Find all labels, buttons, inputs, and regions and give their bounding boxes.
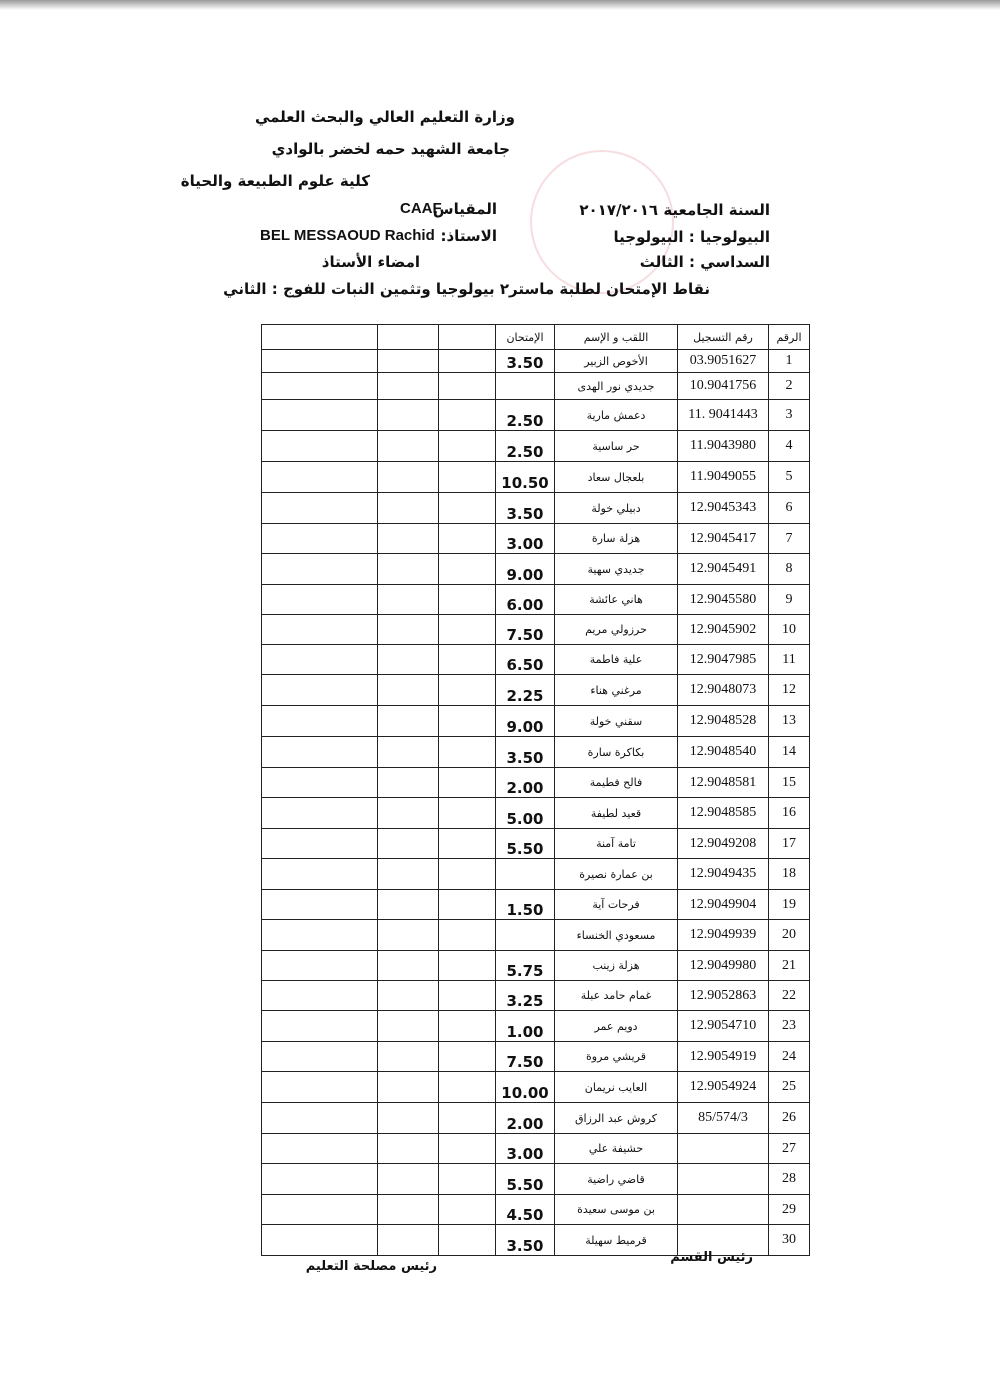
row-number: 13 (769, 706, 810, 737)
grade-rows (262, 350, 810, 1256)
empty-cell (262, 645, 378, 675)
exam-grade: 2.50 (496, 431, 555, 462)
table-header-row (262, 325, 810, 350)
row-number: 8 (769, 554, 810, 585)
empty-cell (439, 981, 496, 1011)
registration-number: 12.9049939 (678, 920, 769, 951)
table-row (262, 1042, 810, 1072)
head-of-department-label: رئيس القسم (670, 1250, 753, 1265)
row-number: 28 (769, 1164, 810, 1195)
empty-cell (378, 350, 439, 373)
student-name: مسعودي الخنساء (555, 920, 678, 951)
exam-grade: 2.50 (496, 400, 555, 431)
empty-cell (378, 615, 439, 645)
faculty-line: كلية علوم الطبيعة والحياة (180, 172, 370, 190)
row-number: 20 (769, 920, 810, 951)
student-name: حر ساسية (555, 431, 678, 462)
empty-cell (378, 706, 439, 737)
registration-number: 03.9051627 (678, 350, 769, 373)
exam-grade: 2.25 (496, 675, 555, 706)
student-name: مرغني هناء (555, 675, 678, 706)
table-row (262, 706, 810, 737)
registration-number: 12.9047985 (678, 645, 769, 675)
head-of-teaching-label: رئيس مصلحة التعليم (305, 1259, 437, 1274)
row-number: 5 (769, 462, 810, 493)
empty-cell (262, 768, 378, 798)
exam-grade: 3.00 (496, 524, 555, 554)
row-number: 1 (769, 350, 810, 373)
table-row (262, 350, 810, 373)
row-number: 14 (769, 737, 810, 768)
table-row (262, 493, 810, 524)
registration-number: 10.9041756 (678, 373, 769, 400)
table-row (262, 524, 810, 554)
row-number: 12 (769, 675, 810, 706)
empty-cell (262, 373, 378, 400)
empty-cell (378, 829, 439, 859)
empty-cell (439, 493, 496, 524)
student-name: غمام حامد عبلة (555, 981, 678, 1011)
table-row (262, 981, 810, 1011)
registration-number: 12.9049208 (678, 829, 769, 859)
exam-grade: 7.50 (496, 615, 555, 645)
empty-cell (439, 951, 496, 981)
empty-cell (378, 431, 439, 462)
empty-cell (378, 554, 439, 585)
col-name-header: اللقب و الإسم (555, 325, 678, 350)
registration-number: 12.9054924 (678, 1072, 769, 1103)
faint-stamp (530, 150, 674, 294)
exam-grade: 7.50 (496, 1042, 555, 1072)
row-number: 2 (769, 373, 810, 400)
registration-number: 11. 9041443 (678, 400, 769, 431)
student-name: فالح فطيمة (555, 768, 678, 798)
university-line: جامعة الشهيد حمه لخضر بالوادي (271, 140, 510, 158)
col-exam-header: الإمتحان (496, 325, 555, 350)
registration-number: 12.9049980 (678, 951, 769, 981)
empty-cell (262, 920, 378, 951)
table-row (262, 1011, 810, 1042)
ministry-line: وزارة التعليم العالي والبحث العلمي (254, 108, 515, 126)
empty-cell (262, 400, 378, 431)
table-row (262, 737, 810, 768)
table-row (262, 890, 810, 920)
empty-cell (262, 431, 378, 462)
module-value: CAAF (400, 200, 442, 217)
empty-cell (439, 829, 496, 859)
registration-number: 12.9045902 (678, 615, 769, 645)
exam-grade: 4.50 (496, 1195, 555, 1225)
exam-grade: 10.50 (496, 462, 555, 493)
table-row (262, 829, 810, 859)
exam-grade: 3.50 (496, 350, 555, 373)
empty-cell (378, 890, 439, 920)
col-number-header: الرقم (769, 325, 810, 350)
empty-cell (378, 675, 439, 706)
empty-cell (262, 737, 378, 768)
table-row (262, 920, 810, 951)
row-number: 6 (769, 493, 810, 524)
empty-cell (262, 1195, 378, 1225)
empty-cell (262, 1164, 378, 1195)
empty-cell (262, 615, 378, 645)
registration-number (678, 1164, 769, 1195)
exam-grade: 3.25 (496, 981, 555, 1011)
empty-cell (262, 462, 378, 493)
registration-number: 12.9045343 (678, 493, 769, 524)
student-name: سقني خولة (555, 706, 678, 737)
row-number: 16 (769, 798, 810, 829)
col-empty-header (262, 325, 378, 350)
row-number: 4 (769, 431, 810, 462)
empty-cell (439, 798, 496, 829)
registration-number: 12.9048073 (678, 675, 769, 706)
empty-cell (439, 1225, 496, 1256)
empty-cell (378, 1134, 439, 1164)
exam-grade: 3.50 (496, 493, 555, 524)
row-number: 24 (769, 1042, 810, 1072)
row-number: 15 (769, 768, 810, 798)
empty-cell (439, 859, 496, 890)
empty-cell (262, 350, 378, 373)
row-number: 18 (769, 859, 810, 890)
exam-grade: 5.75 (496, 951, 555, 981)
empty-cell (439, 373, 496, 400)
registration-number: 85/574/3 (678, 1103, 769, 1134)
empty-cell (439, 431, 496, 462)
row-number: 27 (769, 1134, 810, 1164)
row-number: 7 (769, 524, 810, 554)
table-row (262, 1072, 810, 1103)
table-row (262, 645, 810, 675)
student-name: دبيلي خولة (555, 493, 678, 524)
empty-cell (378, 1225, 439, 1256)
col-empty-header (378, 325, 439, 350)
registration-number: 11.9043980 (678, 431, 769, 462)
registration-number: 12.9048528 (678, 706, 769, 737)
registration-number: 12.9054919 (678, 1042, 769, 1072)
registration-number: 12.9045580 (678, 585, 769, 615)
empty-cell (262, 706, 378, 737)
registration-number: 12.9048585 (678, 798, 769, 829)
signature-label: امضاء الأستاذ (321, 253, 420, 271)
empty-cell (262, 1072, 378, 1103)
table-row (262, 768, 810, 798)
exam-grade: 3.50 (496, 1225, 555, 1256)
row-number: 10 (769, 615, 810, 645)
empty-cell (439, 920, 496, 951)
row-number: 23 (769, 1011, 810, 1042)
empty-cell (378, 1011, 439, 1042)
empty-cell (378, 920, 439, 951)
student-name: جديدي نور الهدى (555, 373, 678, 400)
student-name: تامة آمنة (555, 829, 678, 859)
row-number: 30 (769, 1225, 810, 1256)
exam-grade: 6.50 (496, 645, 555, 675)
table-row (262, 1134, 810, 1164)
empty-cell (439, 706, 496, 737)
empty-cell (378, 737, 439, 768)
table-row (262, 1103, 810, 1134)
table-row (262, 798, 810, 829)
table-row (262, 859, 810, 890)
student-name: قاضي راضية (555, 1164, 678, 1195)
empty-cell (439, 675, 496, 706)
semester-line: السداسي : الثالث (639, 253, 770, 271)
empty-cell (262, 585, 378, 615)
student-name: قرميط سهيلة (555, 1225, 678, 1256)
module-label: المقياس (432, 200, 497, 218)
registration-number: 12.9045491 (678, 554, 769, 585)
student-name: بكاكرة سارة (555, 737, 678, 768)
empty-cell (378, 1042, 439, 1072)
row-number: 3 (769, 400, 810, 431)
exam-grade: 2.00 (496, 1103, 555, 1134)
student-name: دعمش مارية (555, 400, 678, 431)
empty-cell (439, 554, 496, 585)
empty-cell (378, 859, 439, 890)
row-number: 17 (769, 829, 810, 859)
exam-grade: 10.00 (496, 1072, 555, 1103)
empty-cell (378, 1072, 439, 1103)
empty-cell (439, 645, 496, 675)
empty-cell (262, 1225, 378, 1256)
empty-cell (439, 585, 496, 615)
empty-cell (262, 554, 378, 585)
table-row (262, 615, 810, 645)
table-row (262, 1195, 810, 1225)
student-name: حشيفة علي (555, 1134, 678, 1164)
col-empty-header (439, 325, 496, 350)
department-line: البيولوجيا : البيولوجيا (613, 228, 770, 246)
table-row (262, 400, 810, 431)
exam-grade (496, 373, 555, 400)
table-row (262, 431, 810, 462)
exam-grade (496, 920, 555, 951)
row-number: 22 (769, 981, 810, 1011)
student-name: بن عمارة نصيرة (555, 859, 678, 890)
registration-number: 12.9048581 (678, 768, 769, 798)
student-name: قريشي مروة (555, 1042, 678, 1072)
empty-cell (439, 1195, 496, 1225)
empty-cell (378, 1103, 439, 1134)
exam-grade: 5.50 (496, 829, 555, 859)
student-name: العايب نريمان (555, 1072, 678, 1103)
academic-year: السنة الجامعية ٢٠١٧/٢٠١٦ (579, 201, 770, 219)
empty-cell (378, 645, 439, 675)
empty-cell (439, 737, 496, 768)
registration-number: 12.9045417 (678, 524, 769, 554)
empty-cell (378, 981, 439, 1011)
exam-grade: 3.00 (496, 1134, 555, 1164)
empty-cell (262, 524, 378, 554)
empty-cell (439, 400, 496, 431)
empty-cell (262, 859, 378, 890)
row-number: 11 (769, 645, 810, 675)
col-registration-header: رقم التسجيل (678, 325, 769, 350)
empty-cell (439, 1134, 496, 1164)
registration-number: 12.9049435 (678, 859, 769, 890)
student-name: جديدي سهية (555, 554, 678, 585)
empty-cell (378, 493, 439, 524)
exam-grade: 2.00 (496, 768, 555, 798)
empty-cell (262, 829, 378, 859)
professor-label: الاستاذ: (440, 227, 497, 245)
exam-grade (496, 859, 555, 890)
registration-number: 11.9049055 (678, 462, 769, 493)
empty-cell (378, 400, 439, 431)
exam-grade: 5.50 (496, 1164, 555, 1195)
empty-cell (439, 462, 496, 493)
empty-cell (378, 524, 439, 554)
student-name: هاني عائشة (555, 585, 678, 615)
table-row (262, 585, 810, 615)
row-number: 26 (769, 1103, 810, 1134)
exam-grade: 9.00 (496, 706, 555, 737)
empty-cell (378, 373, 439, 400)
scan-edge (0, 0, 1000, 10)
row-number: 9 (769, 585, 810, 615)
empty-cell (439, 1011, 496, 1042)
empty-cell (439, 524, 496, 554)
registration-number: 12.9049904 (678, 890, 769, 920)
empty-cell (262, 675, 378, 706)
row-number: 21 (769, 951, 810, 981)
empty-cell (378, 951, 439, 981)
empty-cell (378, 462, 439, 493)
exam-grade: 3.50 (496, 737, 555, 768)
empty-cell (439, 350, 496, 373)
table-row (262, 951, 810, 981)
registration-number (678, 1195, 769, 1225)
empty-cell (439, 1164, 496, 1195)
student-name: علية فاطمة (555, 645, 678, 675)
student-name: كروش عبد الرزاق (555, 1103, 678, 1134)
exam-grade: 5.00 (496, 798, 555, 829)
empty-cell (378, 1164, 439, 1195)
student-name: حرزولي مريم (555, 615, 678, 645)
empty-cell (439, 768, 496, 798)
empty-cell (262, 981, 378, 1011)
registration-number: 12.9054710 (678, 1011, 769, 1042)
row-number: 25 (769, 1072, 810, 1103)
registration-number: 12.9052863 (678, 981, 769, 1011)
empty-cell (262, 798, 378, 829)
professor-value: BEL MESSAOUD Rachid (260, 227, 435, 244)
student-name: هزلة زينب (555, 951, 678, 981)
student-name: بلعجال سعاد (555, 462, 678, 493)
exam-grade: 1.50 (496, 890, 555, 920)
empty-cell (262, 493, 378, 524)
table-row (262, 1164, 810, 1195)
grades-table (261, 324, 810, 1256)
student-name: الأخوص الزبير (555, 350, 678, 373)
table-row (262, 373, 810, 400)
student-name: هزلة سارة (555, 524, 678, 554)
document-title: نقاط الإمتحان لطلبة ماستر٢ بيولوجيا وتثمين النبات للفوج : الثاني (223, 280, 710, 298)
empty-cell (378, 798, 439, 829)
table-row (262, 462, 810, 493)
empty-cell (262, 951, 378, 981)
row-number: 19 (769, 890, 810, 920)
empty-cell (262, 1011, 378, 1042)
empty-cell (439, 890, 496, 920)
table-row (262, 554, 810, 585)
empty-cell (378, 1195, 439, 1225)
empty-cell (378, 585, 439, 615)
registration-number (678, 1134, 769, 1164)
empty-cell (262, 890, 378, 920)
empty-cell (262, 1134, 378, 1164)
exam-grade: 9.00 (496, 554, 555, 585)
row-number: 29 (769, 1195, 810, 1225)
student-name: قعيد لطيفة (555, 798, 678, 829)
empty-cell (378, 768, 439, 798)
empty-cell (439, 1072, 496, 1103)
exam-grade: 1.00 (496, 1011, 555, 1042)
student-name: فرحات آية (555, 890, 678, 920)
empty-cell (439, 1042, 496, 1072)
student-name: دويم عمر (555, 1011, 678, 1042)
empty-cell (439, 615, 496, 645)
table-row (262, 675, 810, 706)
registration-number: 12.9048540 (678, 737, 769, 768)
empty-cell (262, 1103, 378, 1134)
exam-grade: 6.00 (496, 585, 555, 615)
student-name: بن موسى سعيدة (555, 1195, 678, 1225)
empty-cell (262, 1042, 378, 1072)
empty-cell (439, 1103, 496, 1134)
